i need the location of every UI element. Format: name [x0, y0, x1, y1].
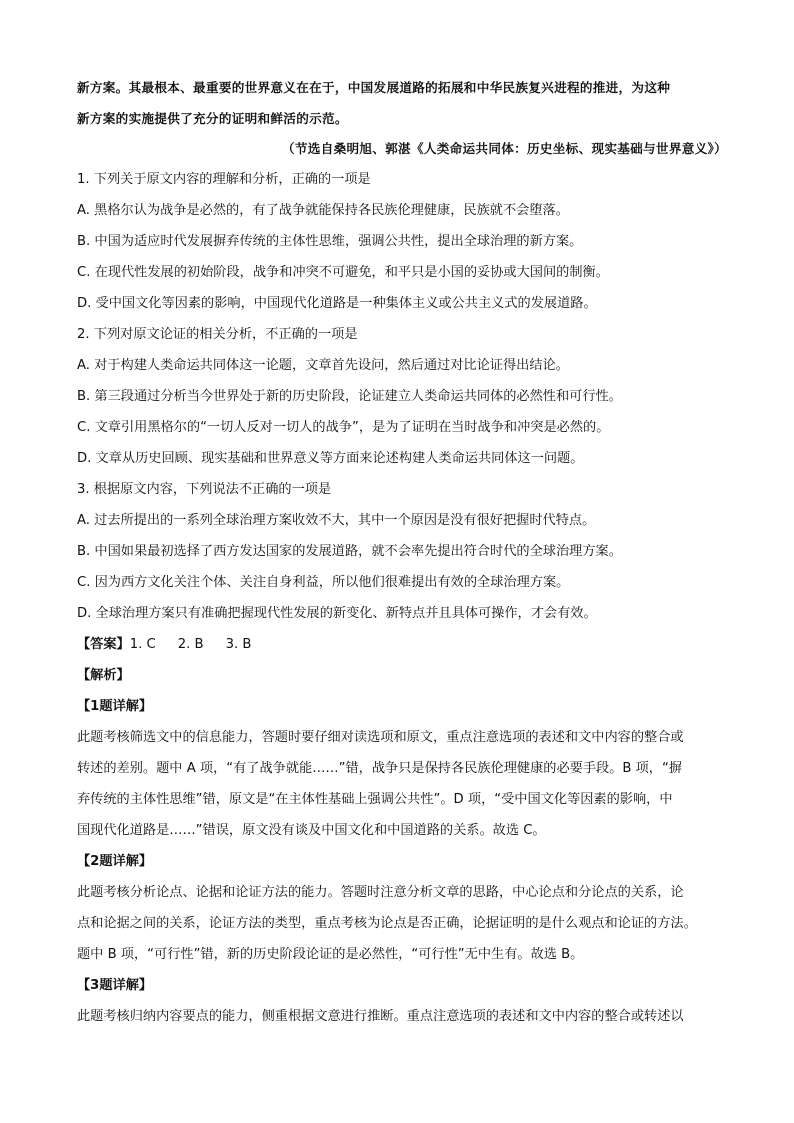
- question-stem: 3. 根据原文内容，下列说法不正确的一项是: [77, 482, 332, 497]
- answer-item: 2. B: [177, 637, 204, 652]
- detail-line: 国现代化道路是……”错误，原文没有谈及中国文化和中国道路的关系。故选 C。: [77, 823, 546, 838]
- detail-paragraph-2: [77, 883, 727, 965]
- option-a: A. 过去所提出的一系列全球治理方案收效不大，其中一个原因是没有很好把握时代特点。: [77, 513, 596, 528]
- document-page: [77, 78, 727, 1027]
- option-a: A. 对于构建人类命运共同体这一论题，文章首先设问，然后通过对比论证得出结论。: [77, 358, 569, 373]
- analysis-heading: 【解析】: [77, 668, 130, 683]
- detail-line: 点和论据之间的关系，论证方法的类型，重点考核为论点是否正确，论据证明的是什么观点和论证的方法。: [77, 916, 697, 931]
- question-3: [77, 480, 727, 624]
- detail-line: 转述的差别。题中 A 项，“有了战争就能……”错，战争只是保持各民族伦理健康的必要手段。B 项，“摒: [77, 761, 683, 776]
- question-stem: 1. 下列关于原文内容的理解和分析，正确的一项是: [77, 172, 371, 187]
- detail-line: 此题考核筛选文中的信息能力，答题时要仔细对读选项和原文，重点注意选项的表述和文中内容的整合或: [77, 730, 684, 745]
- detail-paragraph-1: [77, 728, 727, 841]
- option-d: D. 受中国文化等因素的影响，中国现代化道路是一种集体主义或公共主义式的发展道路。: [77, 296, 597, 311]
- detail-line: 此题考核分析论点、论据和论证方法的能力。答题时注意分析文章的思路，中心论点和分论点的关系，论: [77, 885, 684, 900]
- question-1: [77, 170, 727, 314]
- question-2: [77, 325, 727, 469]
- answer-item: 3. B: [225, 637, 252, 652]
- option-d: D. 全球治理方案只有准确把握现代性发展的新变化、新特点并且具体可操作，才会有效。: [77, 606, 597, 621]
- option-c: C. 在现代性发展的初始阶段，战争和冲突不可避免，和平只是小国的妥协或大国间的制衡。: [77, 265, 609, 280]
- option-c: C. 因为西方文化关注个体、关注自身利益，所以他们很难提出有效的全球治理方案。: [77, 575, 570, 590]
- intro-line: 新方案。其最根本、最重要的世界意义在在于，中国发展道路的拓展和中华民族复兴进程的推进，为这种: [77, 80, 671, 95]
- answer-tag: 【答案】: [77, 637, 130, 652]
- question-stem: 2. 下列对原文论证的相关分析，不正确的一项是: [77, 327, 358, 342]
- detail-line: 弃传统的主体性思维”错，原文是“在主体性基础上强调公共性”。D 项，“受中国文化等因素的影响，中: [77, 792, 673, 807]
- detail-line: 题中 B 项，“可行性”错，新的历史阶段论证的是必然性，“可行性”无中生有。故选 B。: [77, 947, 584, 962]
- option-b: B. 中国为适应时代发展摒弃传统的主体性思维，强调公共性，提出全球治理的新方案。: [77, 234, 583, 249]
- option-c: C. 文章引用黑格尔的“一切人反对一切人的战争”，是为了证明在当时战争和冲突是必然的。: [77, 420, 610, 435]
- option-b: B. 中国如果最初选择了西方发达国家的发展道路，就不会率先提出符合时代的全球治理方案。: [77, 544, 622, 559]
- detail-heading-3: 【3题详解】: [77, 978, 153, 993]
- answer-row: [77, 635, 727, 655]
- option-a: A. 黑格尔认为战争是必然的，有了战争就能保持各民族伦理健康，民族就不会堕落。: [77, 203, 569, 218]
- answer-item: 1. C: [129, 637, 156, 652]
- detail-heading-1: 【1题详解】: [77, 699, 153, 714]
- intro-paragraph: [77, 78, 727, 129]
- option-b: B. 第三段通过分析当今世界处于新的历史阶段，论证建立人类命运共同体的必然性和可行性。: [77, 389, 622, 404]
- intro-line: 新方案的实施提供了充分的证明和鲜活的示范。: [77, 111, 348, 126]
- detail-heading-2: 【2题详解】: [77, 854, 153, 869]
- source-citation: （节选自桑明旭、郭湛《人类命运共同体：历史坐标、现实基础与世界意义》）: [282, 141, 727, 156]
- detail-line: 此题考核归纳内容要点的能力，侧重根据文意进行推断。重点注意选项的表述和文中内容的整合或转述以: [77, 1009, 684, 1024]
- detail-paragraph-3: [77, 1007, 727, 1027]
- option-d: D. 文章从历史回顾、现实基础和世界意义等方面来论述构建人类命运共同体这一问题。: [77, 451, 584, 466]
